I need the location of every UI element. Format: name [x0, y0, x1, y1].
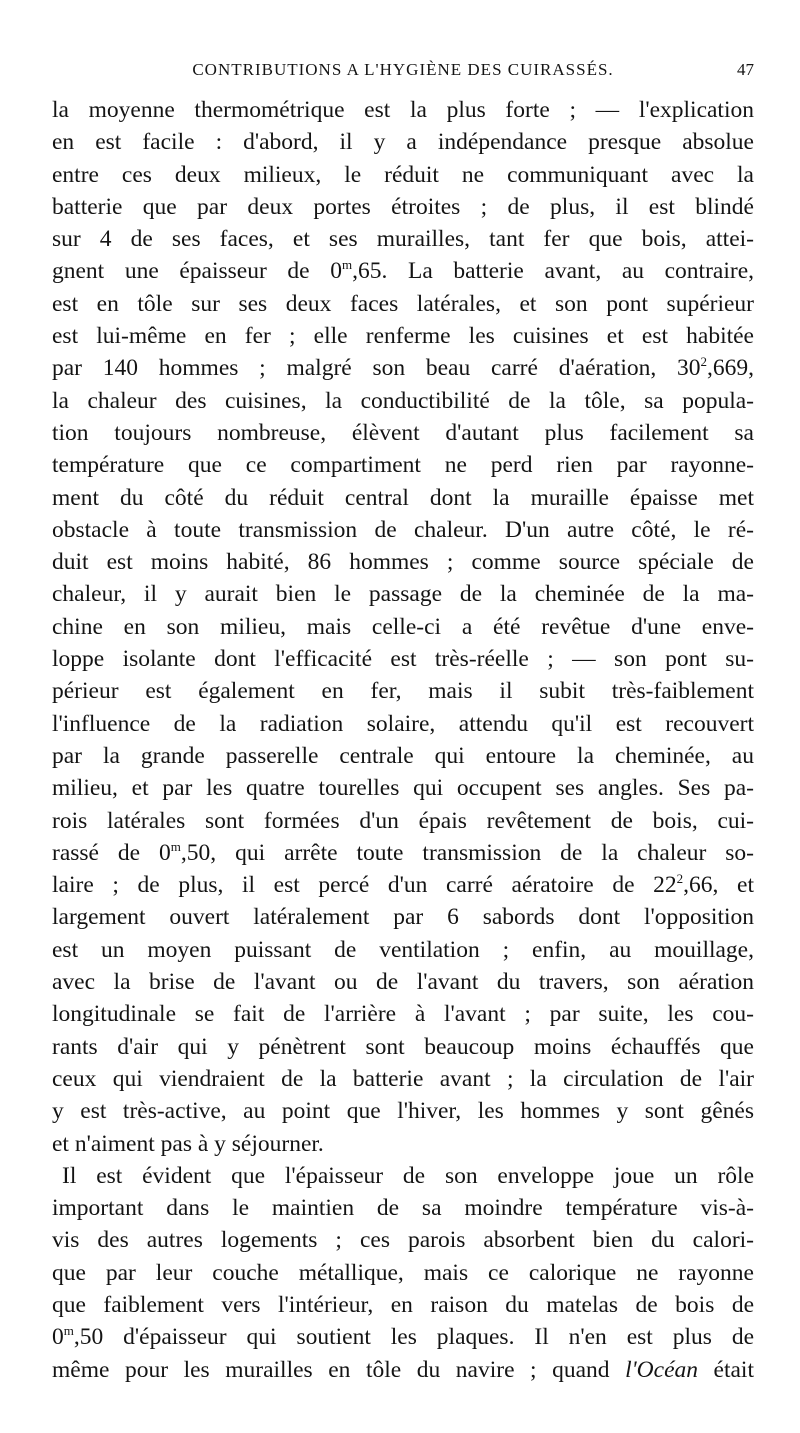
text-line: entre ces deux milieux, le réduit ne communiquant avec la [52, 161, 754, 188]
text-line: est en tôle sur ses deux faces latérales, et son pont supérieur [52, 290, 754, 317]
text-fragment: ,50 d'épaisseur qui soutient les plaques. Il n'en est plus de [73, 1324, 754, 1351]
text-line: avec la brise de l'avant ou de l'avant du travers, son aération [52, 969, 754, 996]
text-line: rants d'air qui y pénètrent sont beaucoup moins échauffés que [52, 1033, 754, 1060]
text-line: vis des autres logements ; ces parois absorbent bien du calori- [52, 1227, 754, 1254]
text-line: tion toujours nombreuse, élèvent d'autant plus facilement sa [52, 419, 754, 446]
text-fragment: était [698, 1356, 754, 1383]
superscript: m [170, 838, 181, 854]
body-text [52, 94, 754, 1386]
text-line: y est très-active, au point que l'hiver, les hommes y sont gênés [52, 1098, 754, 1125]
text-line: sur 4 de ses faces, et ses murailles, tant fer que bois, attei- [52, 226, 754, 253]
text-line: que faiblement vers l'intérieur, en raison du matelas de bois de [52, 1291, 754, 1318]
running-header [52, 60, 754, 86]
text-line: obstacle à toute transmission de chaleur. D'un autre côté, le ré- [52, 516, 754, 543]
text-line: important dans le maintien de sa moindre température vis-à- [52, 1195, 754, 1222]
running-title: CONTRIBUTIONS A L'HYGIÈNE DES CUIRASSÉS. [192, 60, 614, 79]
text-line: la moyenne thermométrique est la plus forte ; — l'explication [52, 97, 754, 123]
text-line: est un moyen puissant de ventilation ; enfin, au mouillage, [52, 936, 754, 963]
text-line [52, 837, 754, 869]
text-line: duit est moins habité, 86 hommes ; comme source spéciale de [52, 549, 754, 576]
text-line: et n'aiment pas à y séjourner. [52, 1130, 324, 1157]
text-fragment: ,65. La batterie avant, au contraire, [352, 258, 754, 285]
text-line: en est facile : d'abord, il y a indépendance presque absolue [52, 129, 754, 156]
text-line [52, 869, 754, 901]
text-fragment: laire ; de plus, il est percé d'un carré aératoire de 22 [52, 872, 677, 899]
text-line: longitudinale se fait de l'arrière à l'avant ; par suite, les cou- [52, 1001, 754, 1028]
page-number: 47 [737, 60, 754, 79]
text-line [52, 255, 754, 287]
text-fragment: ,66, et [683, 872, 754, 899]
text-fragment: par 140 hommes ; malgré son beau carré d'aération, 30 [52, 355, 701, 382]
text-line: température que ce compartiment ne perd rien par rayonne- [52, 452, 754, 479]
text-line: que par leur couche métallique, mais ce calorique ne rayonne [52, 1259, 754, 1286]
superscript: m [63, 1323, 74, 1339]
text-line: milieu, et par les quatre tourelles qui occupent ses angles. Ses pa- [52, 775, 754, 802]
text-line: chaleur, il y aurait bien le passage de la cheminée de la ma- [52, 581, 754, 608]
superscript: 2 [676, 871, 684, 887]
text-fragment: ,669, [707, 355, 754, 382]
text-line: la chaleur des cuisines, la conductibilité de la tôle, sa popula- [52, 387, 754, 414]
text-line: l'influence de la radiation solaire, attendu qu'il est recouvert [52, 710, 754, 737]
text-fragment: ,50, qui arrête toute transmission de la chaleur so- [180, 839, 754, 866]
text-line: largement ouvert latéralement par 6 sabords dont l'opposition [52, 904, 754, 931]
text-line: ment du côté du réduit central dont la muraille épaisse met [52, 484, 754, 511]
ship-name: l'Océan [625, 1356, 698, 1383]
text-fragment: 0 [52, 1324, 64, 1351]
text-fragment: gnent une épaisseur de 0 [52, 258, 342, 285]
text-line: loppe isolante dont l'efficacité est très-réelle ; — son pont su- [52, 646, 754, 673]
text-fragment: même pour les murailles en tôle du navire ; quand [52, 1356, 626, 1383]
text-line [52, 1354, 754, 1386]
superscript: 2 [700, 354, 707, 370]
text-line: Il est évident que l'épaisseur de son enveloppe joue un rôle [62, 1162, 754, 1189]
text-line [52, 352, 754, 384]
superscript: m [341, 257, 353, 273]
text-line: par la grande passerelle centrale qui entoure la cheminée, au [52, 742, 754, 769]
text-line: rois latérales sont formées d'un épais revêtement de bois, cui- [52, 807, 754, 834]
text-line: batterie que par deux portes étroites ; de plus, il est blindé [52, 193, 754, 220]
text-line [52, 1321, 754, 1353]
text-fragment: rassé de 0 [52, 839, 171, 866]
text-line: ceux qui viendraient de la batterie avant ; la circulation de l'air [52, 1065, 754, 1092]
text-line: chine en son milieu, mais celle-ci a été revêtue d'une enve- [52, 613, 754, 640]
text-line: est lui-même en fer ; elle renferme les cuisines et est habitée [52, 323, 754, 350]
text-line: périeur est également en fer, mais il subit très-faiblement [52, 678, 754, 705]
